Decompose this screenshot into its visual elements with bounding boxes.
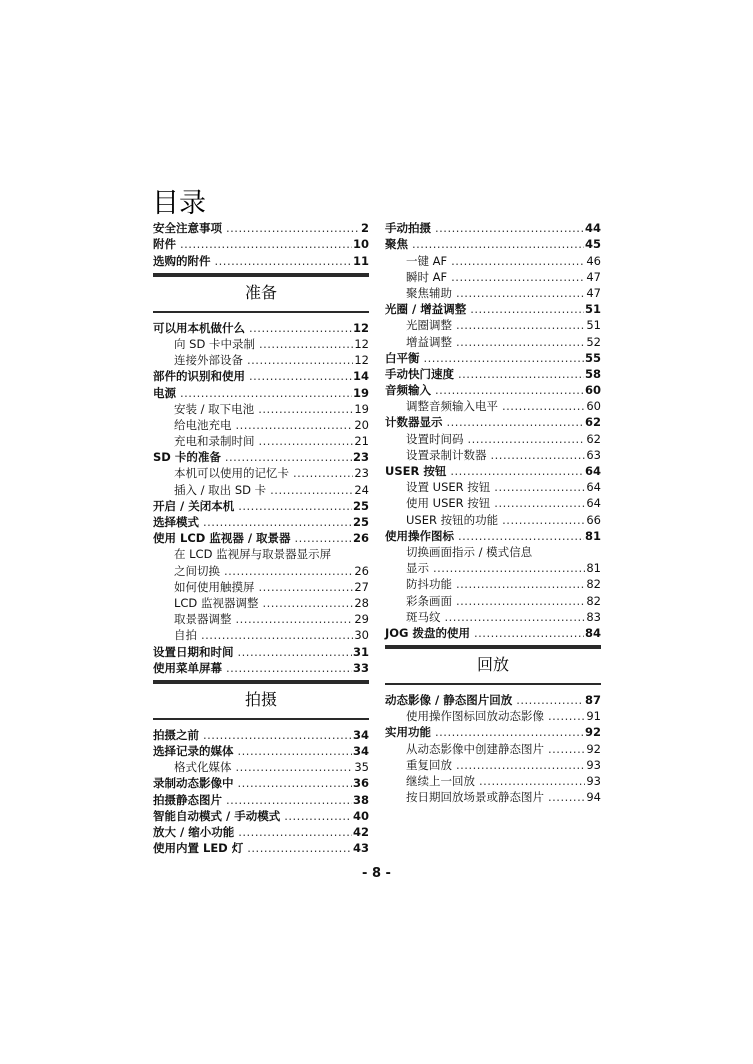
page-number: - 8 -: [362, 866, 391, 881]
toc-entry[interactable]: [153, 320, 369, 336]
toc-entry-label: 增益调整: [406, 334, 452, 349]
toc-entry-label: 动态影像 / 静态图片回放: [385, 693, 513, 708]
toc-entry[interactable]: [153, 449, 369, 465]
dot-leader: [424, 350, 584, 366]
dot-leader: [238, 644, 352, 660]
toc-entry[interactable]: [153, 220, 369, 236]
toc-entry[interactable]: [385, 236, 601, 252]
toc-left-column: [153, 220, 369, 856]
toc-entry[interactable]: [385, 708, 601, 724]
toc-entry-page: 44: [584, 221, 601, 236]
dot-leader: [295, 530, 352, 546]
toc-entry-page: 25: [352, 498, 369, 513]
section-rule-top: [153, 680, 369, 684]
toc-entry-page: 47: [586, 269, 601, 284]
toc-entry-page: 62: [584, 415, 601, 430]
toc-entry-page: 51: [584, 302, 601, 317]
toc-entry[interactable]: [153, 775, 369, 791]
toc-entry-label: 继续上一回放: [406, 774, 475, 788]
dot-leader: [456, 317, 585, 333]
dot-leader: [548, 741, 585, 757]
toc-entry[interactable]: [385, 724, 601, 740]
toc-entry-label: 充电和录制时间: [174, 434, 255, 449]
dot-leader: [203, 727, 352, 743]
toc-entry-page: 83: [586, 609, 601, 624]
toc-entry[interactable]: [385, 333, 601, 349]
dot-leader: [470, 301, 584, 317]
toc-entry-label: 安全注意事项: [153, 221, 222, 236]
toc-entry[interactable]: [385, 740, 601, 756]
toc-entry[interactable]: [385, 511, 601, 527]
toc-entry[interactable]: [385, 576, 601, 592]
dot-leader: [456, 757, 585, 773]
toc-entry-page: 51: [586, 318, 601, 333]
toc-entry-page: 94: [586, 790, 601, 805]
dot-leader: [259, 579, 354, 595]
toc-right-column: [385, 220, 601, 805]
toc-group: [385, 692, 601, 805]
toc-entry[interactable]: [385, 317, 601, 333]
dot-leader: [435, 220, 584, 236]
toc-entry-label: JOG 拨盘的使用: [385, 625, 470, 640]
toc-entry-label: 光圈 / 增益调整: [385, 302, 467, 317]
toc-entry[interactable]: [153, 808, 369, 824]
section-rule-bottom: [385, 683, 601, 685]
toc-entry-label: 在 LCD 监视屏与取景器显示屏: [174, 547, 332, 562]
toc-entry-label: 格式化媒体: [174, 760, 232, 775]
toc-entry-label: 斑马纹: [406, 609, 441, 624]
dot-leader: [494, 495, 585, 511]
dot-leader: [238, 743, 352, 759]
toc-entry-page: 27: [354, 579, 369, 594]
toc-entry-label: 按日期回放场景或静态图片: [406, 790, 544, 805]
dot-leader: [456, 285, 585, 301]
toc-entry-page: 12: [354, 336, 369, 351]
toc-entry-page: 20: [354, 417, 369, 432]
toc-entry-page: 58: [584, 366, 601, 381]
toc-entry-label: 重复回放: [406, 757, 452, 772]
toc-entry-page: 23: [354, 466, 369, 481]
toc-group: [153, 320, 369, 676]
dot-leader: [238, 498, 352, 514]
dot-leader: [451, 269, 585, 285]
dot-leader: [180, 385, 352, 401]
toc-entry-page: 47: [586, 285, 601, 300]
toc-entry-page: 91: [586, 709, 601, 724]
dot-leader: [458, 366, 584, 382]
dot-leader: [224, 563, 353, 579]
toc-entry[interactable]: [385, 528, 601, 544]
toc-entry-page: 82: [586, 577, 601, 592]
toc-entry[interactable]: [385, 625, 601, 641]
dot-leader: [412, 236, 584, 252]
dot-leader: [236, 759, 354, 775]
dot-leader: [258, 401, 353, 417]
toc-entry-label: 使用菜单屏幕: [153, 660, 222, 675]
toc-entry[interactable]: [153, 643, 369, 659]
section-rule-top: [153, 273, 369, 277]
toc-entry-label: 选购的附件: [153, 253, 211, 268]
toc-entry-page: 81: [586, 561, 601, 576]
toc-entry-label: 附件: [153, 237, 176, 252]
section-rule-bottom: [153, 718, 369, 720]
toc-entry-label: 选择记录的媒体: [153, 744, 234, 759]
dot-leader: [203, 514, 352, 530]
toc-entry-page: 81: [584, 528, 601, 543]
toc-entry[interactable]: [153, 465, 369, 481]
toc-entry-page: 62: [586, 431, 601, 446]
dot-leader: [548, 789, 585, 805]
toc-entry-label: 可以用本机做什么: [153, 320, 245, 335]
toc-entry-page: 66: [586, 512, 601, 527]
toc-entry-page: 33: [352, 660, 369, 675]
toc-entry-label: 使用内置 LED 灯: [153, 841, 244, 856]
toc-entry[interactable]: [153, 417, 369, 433]
toc-entry[interactable]: [153, 514, 369, 530]
dot-leader: [226, 220, 360, 236]
toc-entry-label: 选择模式: [153, 515, 199, 529]
dot-leader: [293, 465, 353, 481]
section-header-prep: [153, 273, 369, 313]
toc-entry[interactable]: [385, 757, 601, 773]
toc-entry-label: 给电池充电: [174, 417, 232, 432]
dot-leader: [433, 560, 585, 576]
toc-entry-page: 12: [352, 320, 369, 335]
dot-leader: [238, 775, 352, 791]
toc-entry[interactable]: [153, 384, 369, 400]
toc-entry[interactable]: [153, 660, 369, 676]
toc-entry[interactable]: [153, 433, 369, 449]
dot-leader: [516, 692, 584, 708]
toc-entry-page: 28: [354, 595, 369, 610]
dot-leader: [451, 253, 585, 269]
toc-entry[interactable]: [153, 530, 369, 546]
dot-leader: [247, 840, 352, 856]
dot-leader: [259, 433, 354, 449]
dot-leader: [456, 334, 585, 350]
toc-entry-label: 从动态影像中创建静态图片: [406, 741, 544, 756]
toc-entry-label: 白平衡: [385, 350, 420, 365]
toc-entry[interactable]: [153, 481, 369, 497]
toc-entry-page: 84: [584, 625, 601, 640]
toc-entry-page: 64: [586, 480, 601, 495]
dot-leader: [226, 792, 352, 808]
toc-entry[interactable]: [385, 430, 601, 446]
dot-leader: [226, 660, 352, 676]
toc-entry-label: 使用 USER 按钮: [406, 496, 491, 511]
toc-entry[interactable]: [153, 498, 369, 514]
toc-entry-label: 设置录制计数器: [406, 447, 487, 462]
toc-entry-page: 25: [352, 515, 369, 529]
toc-entry[interactable]: [153, 336, 369, 352]
toc-entry[interactable]: [385, 301, 601, 317]
toc-entry-page: 12: [354, 353, 369, 368]
toc-entry-page: 19: [354, 401, 369, 416]
dot-leader: [456, 593, 585, 609]
toc-entry-label: 如何使用触摸屏: [174, 579, 255, 594]
toc-entry-page: 55: [584, 350, 601, 365]
toc-entry-page: 63: [586, 447, 601, 462]
toc-group: [153, 727, 369, 857]
toc-entry[interactable]: [385, 447, 601, 463]
toc-entry-page: 92: [586, 741, 601, 756]
toc-entry-label: USER 按钮的功能: [406, 512, 499, 527]
dot-leader: [201, 627, 353, 643]
toc-entry-label: 取景器调整: [174, 612, 232, 627]
toc-entry[interactable]: [153, 743, 369, 759]
toc-entry-page: 60: [584, 383, 601, 398]
toc-entry[interactable]: [153, 562, 369, 578]
toc-entry-label: 设置时间码: [406, 431, 464, 446]
toc-entry[interactable]: [385, 479, 601, 495]
toc-entry-label: 实用功能: [385, 725, 431, 740]
toc-entry-page: 26: [352, 531, 369, 546]
dot-leader: [236, 611, 354, 627]
toc-entry-page: 43: [352, 841, 369, 856]
toc-entry[interactable]: [153, 352, 369, 368]
page-title: 目录: [152, 188, 206, 219]
toc-entry-label: USER 按钮: [385, 464, 447, 478]
toc-entry-label: 向 SD 卡中录制: [174, 336, 255, 351]
section-title: 拍摄: [244, 689, 277, 709]
toc-entry-page: 82: [586, 593, 601, 608]
toc-entry-label: 使用操作图标: [385, 528, 454, 543]
toc-entry-label: SD 卡的准备: [153, 450, 221, 465]
toc-entry-page: 60: [586, 399, 601, 414]
toc-group: [153, 220, 369, 269]
toc-entry-page: 36: [352, 776, 369, 791]
dot-leader: [468, 431, 586, 447]
dot-leader: [494, 479, 585, 495]
toc-entry-label: 本机可以使用的记忆卡: [174, 466, 289, 481]
toc-entry-page: 14: [352, 369, 369, 384]
toc-entry-label: 使用 LCD 监视器 / 取景器: [153, 531, 291, 546]
toc-entry-page: 29: [354, 612, 369, 627]
toc-entry[interactable]: [385, 463, 601, 479]
toc-entry-page: 92: [584, 725, 601, 740]
toc-entry[interactable]: [153, 791, 369, 807]
toc-entry-label: 彩条画面: [406, 593, 452, 608]
toc-entry-page: 93: [586, 774, 601, 788]
section-rule-bottom: [153, 311, 369, 313]
toc-entry-label: 聚焦辅助: [406, 285, 452, 300]
toc-entry-page: 46: [586, 253, 601, 268]
toc-entry-label: 聚焦: [385, 237, 408, 252]
toc-entry-page: 42: [352, 825, 369, 839]
toc-entry[interactable]: [153, 611, 369, 627]
toc-entry-page: 2: [360, 221, 369, 236]
toc-entry-page: 26: [354, 563, 369, 578]
dot-leader: [456, 576, 585, 592]
toc-entry-label: 开启 / 关闭本机: [153, 498, 235, 513]
dot-leader: [284, 808, 352, 824]
toc-entry[interactable]: [385, 398, 601, 414]
toc-entry-page: 24: [354, 482, 369, 497]
dot-leader: [225, 449, 352, 465]
toc-entry-page: 19: [352, 385, 369, 400]
toc-entry-label: 插入 / 取出 SD 卡: [174, 482, 267, 497]
dot-leader: [270, 482, 353, 498]
dot-leader: [450, 463, 584, 479]
toc-entry-label: 手动拍摄: [385, 221, 431, 236]
dot-leader: [491, 447, 586, 463]
dot-leader: [474, 625, 584, 641]
dot-leader: [435, 724, 584, 740]
toc-entry[interactable]: [153, 579, 369, 595]
toc-entry-label: 显示: [406, 561, 429, 576]
toc-entry-page: 52: [586, 334, 601, 349]
dot-leader: [249, 368, 352, 384]
toc-entry-label: 设置日期和时间: [153, 644, 234, 659]
toc-entry-label: 拍摄静态图片: [153, 792, 222, 807]
toc-entry[interactable]: [385, 366, 601, 382]
section-header-playback: [385, 645, 601, 685]
toc-entry-label: 设置 USER 按钮: [406, 480, 491, 495]
toc-entry[interactable]: [153, 759, 369, 775]
toc-entry-label: 防抖功能: [406, 577, 452, 592]
toc-entry[interactable]: [385, 609, 601, 625]
toc-entry[interactable]: [153, 840, 369, 856]
dot-leader: [236, 417, 354, 433]
dot-leader: [262, 595, 353, 611]
toc-entry[interactable]: [385, 773, 601, 789]
section-title: 准备: [244, 282, 277, 302]
toc-entry[interactable]: [385, 252, 601, 268]
toc-entry[interactable]: [153, 627, 369, 643]
toc-entry-label: 之间切换: [174, 563, 220, 578]
dot-leader: [445, 609, 586, 625]
toc-entry-label: 一键 AF: [406, 253, 448, 268]
toc-entry[interactable]: [385, 592, 601, 608]
toc-entry-page: 45: [584, 237, 601, 252]
toc-entry-label: 自拍: [174, 628, 197, 643]
toc-entry-label: 计数器显示: [385, 415, 443, 430]
toc-entry-page: 93: [586, 757, 601, 772]
toc-entry[interactable]: [385, 382, 601, 398]
toc-entry-label: 手动快门速度: [385, 366, 454, 381]
toc-entry[interactable]: [385, 789, 601, 805]
toc-entry[interactable]: [385, 414, 601, 430]
toc-entry[interactable]: [153, 546, 369, 562]
toc-entry-label: 瞬时 AF: [406, 269, 448, 284]
toc-entry-label: 切换画面指示 / 模式信息: [406, 544, 533, 559]
toc-entry-label: 录制动态影像中: [153, 776, 234, 791]
toc-entry-label: 音频输入: [385, 383, 431, 398]
toc-entry[interactable]: [385, 495, 601, 511]
toc-entry-label: 光圈调整: [406, 318, 452, 333]
toc-entry-page: 21: [354, 434, 369, 449]
toc-entry-label: 调整音频输入电平: [406, 399, 498, 414]
toc-entry-label: 智能自动模式 / 手动模式: [153, 808, 281, 823]
dot-leader: [458, 528, 584, 544]
dot-leader: [180, 236, 352, 252]
dot-leader: [215, 253, 352, 269]
toc-entry-page: 34: [352, 744, 369, 759]
toc-entry[interactable]: [153, 595, 369, 611]
toc-entry[interactable]: [385, 560, 601, 576]
toc-entry[interactable]: [385, 285, 601, 301]
section-rule-top: [385, 645, 601, 649]
dot-leader: [249, 320, 352, 336]
section-header-shooting: [153, 680, 369, 720]
toc-entry-page: 10: [352, 237, 369, 252]
dot-leader: [238, 824, 352, 840]
toc-entry[interactable]: [153, 824, 369, 840]
toc-entry[interactable]: [153, 236, 369, 252]
toc-entry-label: 电源: [153, 385, 176, 400]
toc-entry[interactable]: [153, 252, 369, 268]
toc-entry-label: LCD 监视器调整: [174, 595, 259, 610]
dot-leader: [502, 512, 585, 528]
dot-leader: [479, 773, 585, 789]
toc-entry-label: 部件的识别和使用: [153, 369, 245, 384]
toc-entry[interactable]: [153, 368, 369, 384]
toc-entry[interactable]: [153, 401, 369, 417]
toc-entry-label: 拍摄之前: [153, 727, 199, 742]
toc-entry-page: 35: [354, 760, 369, 775]
toc-entry-page: 38: [352, 792, 369, 807]
toc-entry-label: 使用操作图标回放动态影像: [406, 709, 544, 724]
toc-entry-page: 40: [352, 808, 369, 823]
toc-entry[interactable]: [385, 544, 601, 560]
toc-entry-page: 64: [586, 496, 601, 511]
dot-leader: [548, 708, 585, 724]
toc-entry-page: 34: [352, 727, 369, 742]
dot-leader: [447, 414, 584, 430]
toc-entry-page: 64: [584, 464, 601, 478]
dot-leader: [259, 336, 353, 352]
toc-entry-page: 87: [584, 693, 601, 708]
toc-entry[interactable]: [385, 220, 601, 236]
toc-entry[interactable]: [153, 727, 369, 743]
toc-entry-label: 连接外部设备: [174, 353, 243, 368]
toc-entry-page: 23: [352, 450, 369, 465]
toc-entry[interactable]: [385, 692, 601, 708]
toc-entry[interactable]: [385, 269, 601, 285]
toc-entry[interactable]: [385, 350, 601, 366]
dot-leader: [502, 398, 585, 414]
toc-entry-label: 放大 / 缩小功能: [153, 825, 235, 839]
section-title: 回放: [476, 654, 509, 674]
toc-entry-page: 30: [354, 628, 369, 643]
toc-group: [385, 220, 601, 641]
toc-entry-page: 11: [352, 253, 369, 268]
toc-entry-page: 31: [352, 644, 369, 659]
dot-leader: [247, 352, 353, 368]
dot-leader: [435, 382, 584, 398]
toc-entry-label: 安装 / 取下电池: [174, 401, 255, 416]
